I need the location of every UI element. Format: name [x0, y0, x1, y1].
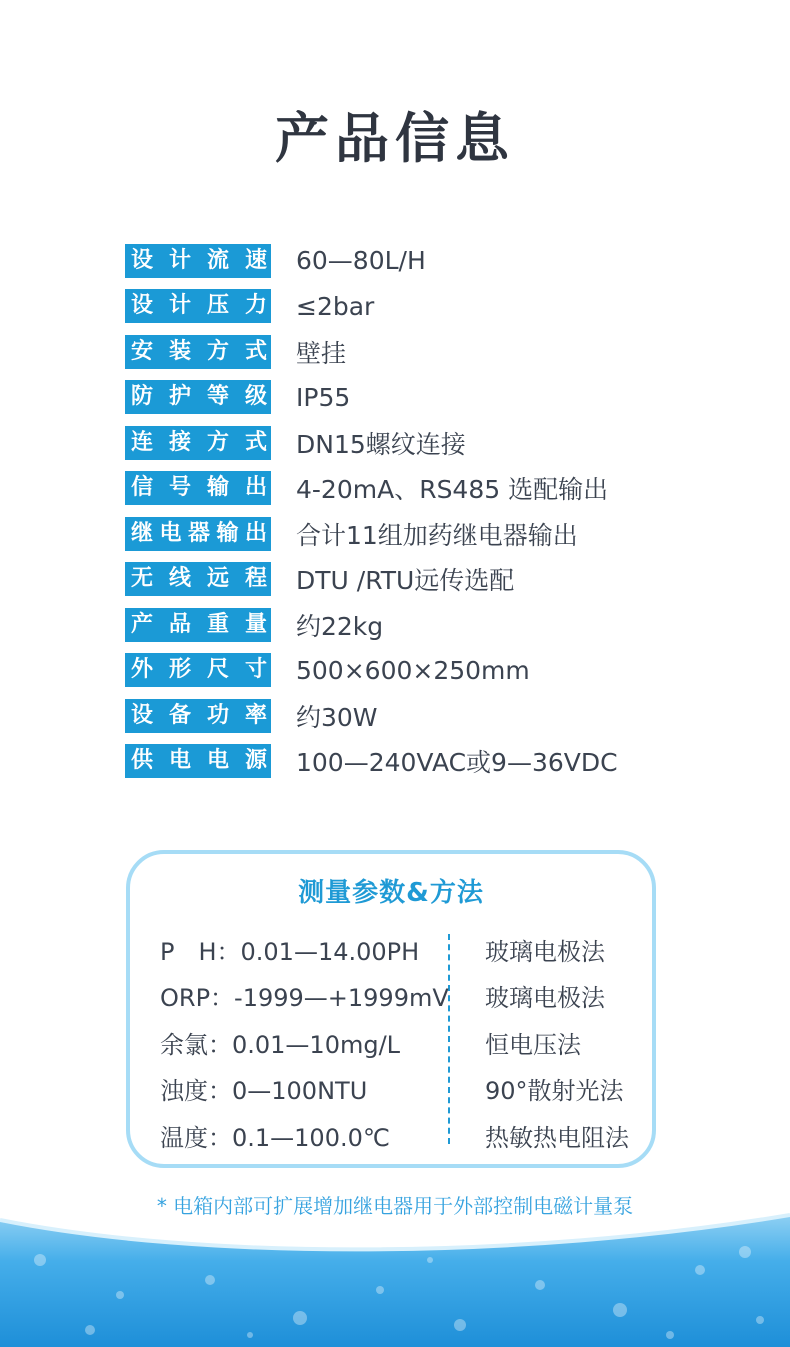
spec-label-char: 量: [244, 611, 267, 637]
spec-label-char: 率: [244, 702, 267, 728]
spec-table: [125, 238, 685, 784]
spec-label-char: 电: [159, 520, 182, 546]
spec-label-char: 源: [244, 748, 267, 774]
spec-label-char: 信: [131, 475, 154, 501]
spec-label-char: 流: [206, 247, 229, 273]
spec-value: IP55: [296, 382, 351, 412]
page-title: 产品信息: [275, 107, 515, 170]
spec-label-char: 速: [244, 247, 267, 273]
spec-row: [125, 238, 685, 284]
spec-label-char: 设: [131, 702, 154, 728]
spec-label: [125, 289, 271, 323]
spec-label-char: 线: [168, 566, 191, 592]
spec-label-char: 出: [244, 520, 267, 546]
measurement-parameter: 温度：0.1—100.0℃: [160, 1123, 390, 1152]
spec-label-char: 电: [168, 748, 191, 774]
spec-row: [125, 375, 685, 421]
measurement-method: 玻璃电极法: [485, 937, 605, 966]
spec-label-char: 品: [168, 611, 191, 637]
spec-value: 500×600×250mm: [296, 655, 530, 685]
footnote: * 电箱内部可扩展增加继电器用于外部控制电磁计量泵: [156, 1194, 634, 1218]
water-wave-decoration: [0, 1200, 790, 1347]
spec-label-char: 压: [206, 293, 229, 319]
spec-label-char: 继: [131, 520, 154, 546]
measurement-list: [160, 926, 640, 1159]
spec-label-char: 远: [206, 566, 229, 592]
spec-value: 合计11组加药继电器输出: [296, 520, 578, 550]
spec-value: 壁挂: [296, 338, 347, 368]
spec-label-char: 输: [216, 520, 239, 546]
spec-label-char: 方: [206, 338, 229, 364]
spec-label-char: 计: [168, 293, 191, 319]
spec-label: [125, 426, 271, 460]
measurement-method: 玻璃电极法: [485, 984, 605, 1013]
spec-label-char: 重: [206, 611, 229, 637]
spec-row: [125, 739, 685, 785]
spec-row: [125, 284, 685, 330]
measurement-title: 测量参数&方法: [298, 878, 484, 908]
spec-value: DN15螺纹连接: [296, 429, 466, 459]
spec-label: [125, 744, 271, 778]
spec-value: DTU /RTU远传选配: [296, 566, 515, 596]
spec-row: [125, 466, 685, 512]
spec-label: [125, 471, 271, 505]
spec-row: [125, 329, 685, 375]
spec-value: ≤2bar: [296, 291, 375, 321]
spec-label-char: 等: [206, 384, 229, 410]
measurement-parameter: 浊度：0—100NTU: [160, 1077, 368, 1106]
spec-label-char: 设: [131, 293, 154, 319]
spec-row: [125, 648, 685, 694]
spec-value: 约22kg: [296, 611, 384, 641]
spec-label-char: 计: [168, 247, 191, 273]
spec-label-char: 尺: [206, 657, 229, 683]
measurement-parameter: ORP：-1999—+1999mV: [160, 984, 449, 1013]
spec-label-char: 方: [206, 429, 229, 455]
measurement-row: [160, 1019, 640, 1066]
spec-label-char: 寸: [244, 657, 267, 683]
spec-label-char: 安: [131, 338, 154, 364]
spec-row: [125, 511, 685, 557]
measurement-method: 恒电压法: [485, 1030, 581, 1059]
spec-label: [125, 244, 271, 278]
spec-value: 100—240VAC或9—36VDC: [296, 748, 618, 778]
spec-label-char: 号: [168, 475, 191, 501]
spec-label-char: 式: [244, 429, 267, 455]
spec-label-char: 供: [131, 748, 154, 774]
spec-label-char: 电: [206, 748, 229, 774]
measurement-box: [126, 850, 656, 1168]
spec-label: [125, 380, 271, 414]
spec-label-char: 形: [168, 657, 191, 683]
measurement-method: 90°散射光法: [485, 1077, 624, 1106]
spec-label-char: 无: [131, 566, 154, 592]
spec-label-char: 程: [244, 566, 267, 592]
spec-value: 约30W: [296, 702, 378, 732]
spec-label-char: 连: [131, 429, 154, 455]
spec-row: [125, 557, 685, 603]
measurement-row: [160, 926, 640, 973]
spec-label-char: 装: [168, 338, 191, 364]
measurement-row: [160, 973, 640, 1020]
measurement-row: [160, 1066, 640, 1113]
spec-label-char: 功: [206, 702, 229, 728]
measurement-parameter: P H：0.01—14.00PH: [160, 937, 420, 966]
spec-value: 60—80L/H: [296, 246, 426, 276]
spec-label-char: 力: [244, 293, 267, 319]
spec-label-char: 产: [131, 611, 154, 637]
spec-row: [125, 420, 685, 466]
spec-label-char: 防: [131, 384, 154, 410]
spec-label: [125, 562, 271, 596]
spec-label-char: 出: [244, 475, 267, 501]
measurement-method: 热敏热电阻法: [485, 1123, 629, 1152]
spec-row: [125, 602, 685, 648]
spec-label-char: 器: [187, 520, 210, 546]
spec-label: [125, 608, 271, 642]
spec-label: [125, 653, 271, 687]
measurement-parameter: 余氯：0.01—10mg/L: [160, 1030, 401, 1059]
spec-label-char: 设: [131, 247, 154, 273]
spec-label-char: 护: [168, 384, 191, 410]
spec-label-char: 外: [131, 657, 154, 683]
spec-row: [125, 693, 685, 739]
spec-label-char: 接: [168, 429, 191, 455]
spec-label-char: 输: [206, 475, 229, 501]
spec-label-char: 式: [244, 338, 267, 364]
measurement-row: [160, 1112, 640, 1159]
spec-label: [125, 699, 271, 733]
spec-label-char: 备: [168, 702, 191, 728]
spec-label: [125, 517, 271, 551]
spec-label-char: 级: [244, 384, 267, 410]
spec-label: [125, 335, 271, 369]
spec-value: 4-20mA、RS485 选配输出: [296, 475, 609, 505]
